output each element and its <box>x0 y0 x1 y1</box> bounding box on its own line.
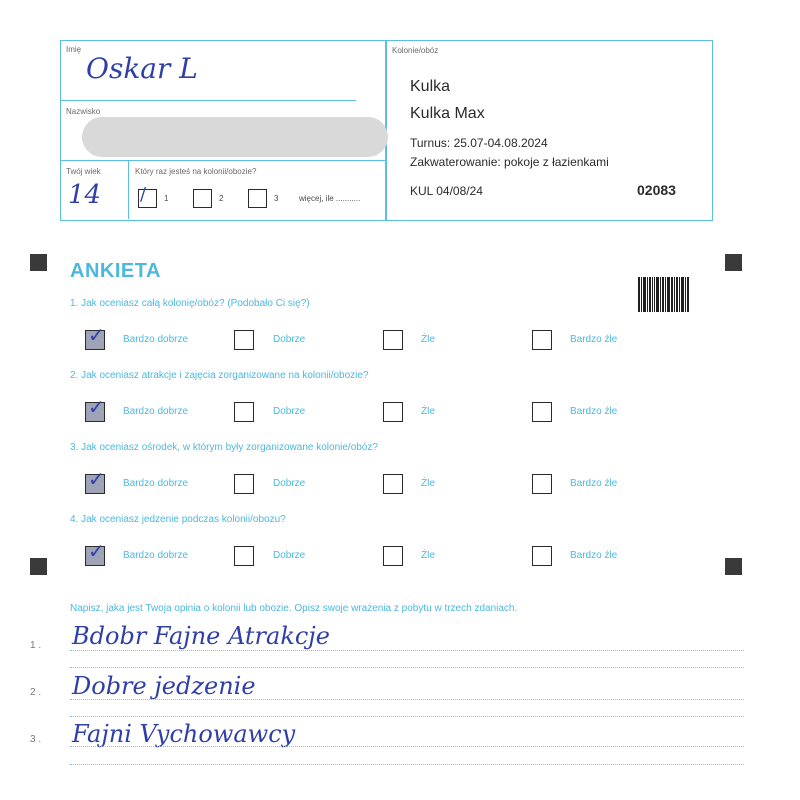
q4-option-very-good-label: Bardzo dobrze <box>123 550 189 561</box>
q3-option-bad-checkbox[interactable] <box>383 474 403 494</box>
q2-option-very-bad-checkbox[interactable] <box>532 402 552 422</box>
times-more-label: więcej, ile ........... <box>299 194 361 203</box>
q3-option-very-bad-label: Bardzo źle <box>570 478 618 489</box>
opinion-line-3-number: 3 . <box>30 734 42 745</box>
camp-code: KUL 04/08/24 <box>410 184 483 198</box>
opinion-line-1 <box>70 650 744 651</box>
accommodation: Zakwaterowanie: pokoje z łazienkami <box>410 155 609 169</box>
times-label: Który raz jesteś na kolonii/obozie? <box>135 167 257 176</box>
times-option-3-label: 3 <box>274 194 279 203</box>
q2-option-very-good-checkbox[interactable] <box>85 402 105 422</box>
q3-option-very-bad-checkbox[interactable] <box>532 474 552 494</box>
header-divider-1 <box>60 100 356 101</box>
corner-marker-bottom-right <box>725 558 742 575</box>
q2-option-good-label: Dobrze <box>273 406 306 417</box>
age-value: 14 <box>68 180 102 210</box>
q1-option-very-bad-checkbox[interactable] <box>532 330 552 350</box>
q4-option-bad-checkbox[interactable] <box>383 546 403 566</box>
q2-option-very-good-label: Bardzo dobrze <box>123 406 189 417</box>
opinion-line-3b <box>70 764 744 765</box>
q2-option-bad-label: Źle <box>421 406 435 417</box>
camp-name: Kulka <box>410 78 451 95</box>
times-option-1-label: 1 <box>164 194 169 203</box>
opinion-line-2-answer[interactable]: Dobre jedzenie <box>72 672 256 700</box>
q1-option-good-checkbox[interactable] <box>234 330 254 350</box>
q1-option-bad-label: Źle <box>421 334 435 345</box>
q4-option-very-bad-label: Bardzo źle <box>570 550 618 561</box>
corner-marker-top-left <box>30 254 47 271</box>
last-name-label: Nazwisko <box>66 107 101 116</box>
q1-option-bad-checkbox[interactable] <box>383 330 403 350</box>
q3-option-good-checkbox[interactable] <box>234 474 254 494</box>
opinion-line-2b <box>70 716 744 717</box>
q2-option-good-checkbox[interactable] <box>234 402 254 422</box>
question-2: 2. Jak oceniasz atrakcje i zajęcia zorganizowane na kolonii/obozie? <box>70 370 369 381</box>
redacted-last-name <box>82 117 388 157</box>
q4-option-good-checkbox[interactable] <box>234 546 254 566</box>
q4-option-very-bad-checkbox[interactable] <box>532 546 552 566</box>
camp-full-name: Kulka Max <box>410 105 485 122</box>
opinion-line-1-number: 1 . <box>30 640 42 651</box>
first-name-label: Imię <box>66 45 82 54</box>
q1-option-very-good-label: Bardzo dobrze <box>123 334 189 345</box>
first-name-value: Oskar L <box>86 52 198 85</box>
times-option-2-label: 2 <box>219 194 224 203</box>
opinion-line-2-number: 2 . <box>30 687 42 698</box>
turnus: Turnus: 25.07-04.08.2024 <box>410 136 548 150</box>
q1-option-very-bad-label: Bardzo źle <box>570 334 618 345</box>
q3-option-very-good-checkbox[interactable] <box>85 474 105 494</box>
age-label: Twój wiek <box>66 167 101 176</box>
corner-marker-bottom-left <box>30 558 47 575</box>
opinion-line-3 <box>70 746 744 747</box>
q1-option-good-label: Dobrze <box>273 334 306 345</box>
opinion-line-3-answer[interactable]: Fajni Vychowawcy <box>72 720 296 748</box>
q2-option-very-bad-label: Bardzo źle <box>570 406 618 417</box>
opinion-prompt: Napisz, jaka jest Twoja opinia o kolonii lub obozie. Opisz swoje wrażenia z pobytu w trzech zdaniach. <box>70 603 518 614</box>
q3-option-good-label: Dobrze <box>273 478 306 489</box>
header-divider-2 <box>60 160 385 161</box>
opinion-line-2 <box>70 699 744 700</box>
q1-option-very-good-checkbox[interactable] <box>85 330 105 350</box>
q3-option-bad-label: Źle <box>421 478 435 489</box>
opinion-line-1b <box>70 667 744 668</box>
barcode <box>638 277 692 312</box>
question-1: 1. Jak oceniasz całą kolonię/obóz? (Podobało Ci się?) <box>70 298 310 309</box>
times-option-3-checkbox[interactable] <box>248 189 267 208</box>
header-divider-3 <box>128 160 129 219</box>
question-3: 3. Jak oceniasz ośrodek, w którym były zorganizowane kolonie/obóz? <box>70 442 378 453</box>
question-4: 4. Jak oceniasz jedzenie podczas kolonii/obozu? <box>70 514 286 525</box>
q2-option-bad-checkbox[interactable] <box>383 402 403 422</box>
q4-option-good-label: Dobrze <box>273 550 306 561</box>
corner-marker-top-right <box>725 254 742 271</box>
q4-option-bad-label: Źle <box>421 550 435 561</box>
form-number: 02083 <box>637 182 676 198</box>
camp-label: Kolonie/obóz <box>392 46 439 55</box>
q4-option-very-good-checkbox[interactable] <box>85 546 105 566</box>
q3-option-very-good-label: Bardzo dobrze <box>123 478 189 489</box>
times-option-2-checkbox[interactable] <box>193 189 212 208</box>
times-option-1-checkbox[interactable]: / <box>138 189 157 208</box>
opinion-line-1-answer[interactable]: Bdobr Fajne Atrakcje <box>72 622 330 650</box>
survey-title: ANKIETA <box>70 260 161 282</box>
